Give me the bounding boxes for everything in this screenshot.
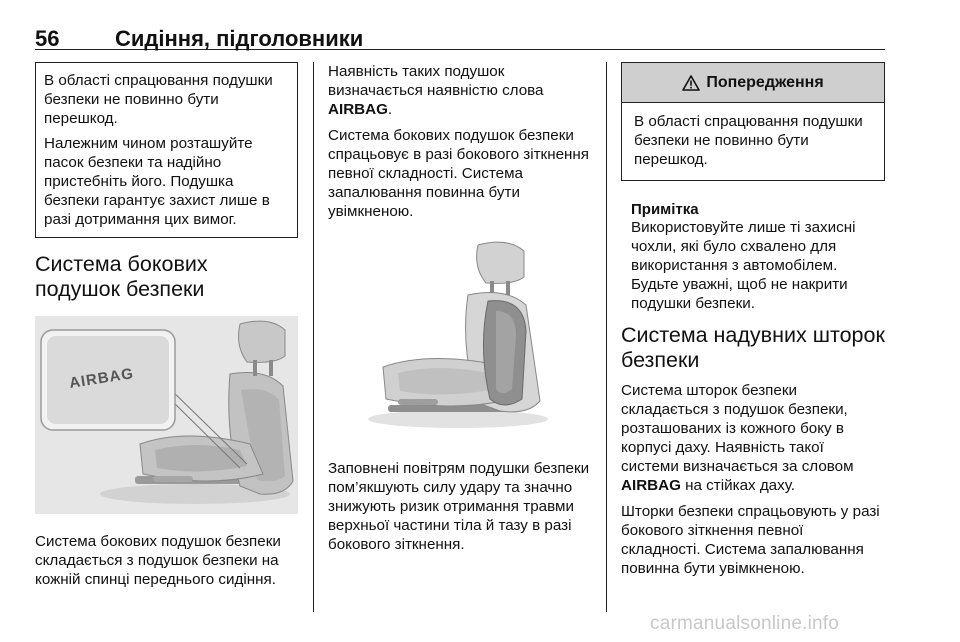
seat-airbag-illustration <box>35 316 298 514</box>
info-box-paragraph-2: Належним чином розташуйте пасок безпеки та надійно пристебніть його. Подушка безпеки гарантує захист лише в разі дотримання цих вимог. <box>44 135 270 228</box>
side-airbag-figure <box>35 316 298 514</box>
airbag-keyword-roof: AIRBAG <box>621 477 681 494</box>
page-title: Сидіння, підголовники <box>115 26 364 51</box>
note-block <box>621 201 885 313</box>
curtain-airbag-heading: Система надувних шторок безпеки <box>621 323 885 372</box>
column-divider-right <box>606 62 607 612</box>
warning-title: Попередження <box>706 73 824 91</box>
info-box-paragraph-1: В області спрацювання подушки безпеки не повинно бути перешкод. <box>44 72 273 127</box>
page-header <box>35 18 885 50</box>
curtain-deployment-paragraph: Шторки безпеки спрацьовують у разі бокового зіткнення певної складності. Система запалювання повинна бути увімкненою. <box>621 503 880 577</box>
note-title: Примітка <box>631 201 699 218</box>
side-airbag-heading: Система бокових подушок безпеки <box>35 252 208 301</box>
column-divider-left <box>313 62 314 612</box>
column-2 <box>328 62 594 554</box>
column-1 <box>35 62 298 589</box>
curtain-system-paragraph: Система шторок безпеки складається з подушок безпеки, розташованих із кожного боку в корпусі даху. Наявність такої системи визначається за словом AIRBAG на стійках даху. <box>621 382 854 494</box>
warning-box <box>621 62 885 181</box>
warning-text: В області спрацювання подушки безпеки не повинно бути перешкод. <box>634 113 863 168</box>
seat-figure <box>328 239 594 437</box>
page-number: 56 <box>35 26 60 51</box>
airbag-keyword: AIRBAG <box>328 101 388 118</box>
deployment-paragraph: Система бокових подушок безпеки спрацьовує в разі бокового зіткнення певної складності. Система запалювання повинна бути увімкненою. <box>328 127 590 220</box>
column-3 <box>621 62 885 578</box>
note-text: Використовуйте лише ті захисні чохли, які було схвалено для використання з автомобілем. Будьте уважні, щоб не накрити подушки безпеки. <box>631 219 856 312</box>
airbag-presence-paragraph: Наявність таких подушок визначається наявністю слова AIRBAG. <box>328 63 544 118</box>
airbag-label: AIRBAG <box>68 365 136 392</box>
info-box <box>35 62 298 238</box>
warning-header <box>622 63 884 103</box>
figure-caption: Система бокових подушок безпеки складається з подушок безпеки на кожній спинці переднього сидіння. <box>35 533 281 588</box>
seat-side-airbag-illustration <box>328 239 594 437</box>
watermark: carmanualsonline.info <box>650 613 840 634</box>
airbag-effect-paragraph: Заповнені повітрям подушки безпеки пом’якшують силу удару та значно знижують ризик отримання травми верхньої частини тіла й тазу в разі бокового зіткнення. <box>328 460 590 553</box>
warning-triangle-icon <box>682 75 700 91</box>
